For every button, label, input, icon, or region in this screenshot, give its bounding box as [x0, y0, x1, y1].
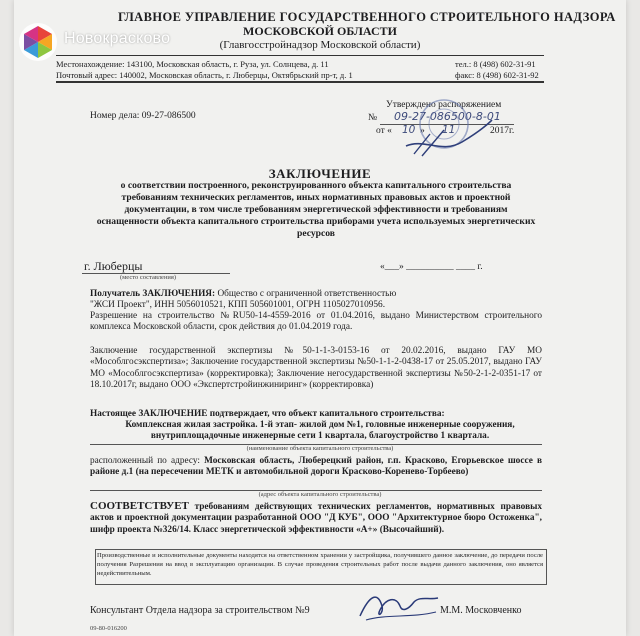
location-address: Местонахождение: 143100, Московская область, г. Руза, ул. Солнцева, д. 11 — [56, 59, 329, 69]
header-rule-double — [56, 81, 544, 83]
address-label: расположенный по адресу: — [90, 456, 200, 466]
novokraskovo-logo-icon — [18, 22, 58, 62]
conformity-text: требованиям действующих технических регламентов, нормативных правовых актов и проектной документации разработанной ООО "Д КУБ", ООО "Архитектурное бюро Остоженка", шифр проекта №326/14. Класс энергетической эффективности «А+» (Высочайший). — [90, 502, 542, 535]
approval-date-prefix: от « — [376, 126, 392, 136]
agency-region: МОСКОВСКОЙ ОБЛАСТИ — [243, 24, 397, 38]
approval-label: Утверждено распоряжением — [386, 100, 502, 110]
confirm-lead: Настоящее ЗАКЛЮЧЕНИЕ подтверждает, что объект капитального строительства: — [90, 409, 445, 419]
approval-number-prefix: № — [368, 113, 378, 123]
signature-icon — [356, 588, 442, 624]
approval-day: 10 — [402, 124, 416, 136]
agency-short-name: (Главгосстройнадзор Московской области) — [219, 39, 421, 51]
address-caption: (адрес объекта капитального строительства) — [258, 491, 382, 498]
case-number: Номер дела: 09-27-086500 — [90, 111, 196, 121]
object-caption: (наименование объекта капитального строительства) — [246, 445, 394, 452]
document-subtitle: о соответствии построенного, реконструированного объекта капитального строительства требованиям технических регламентов, иных нормативных правовых актов и проектной документации, в том числе требованиям энергетической эффективности и требованиям оснащенности объекта капитального строительства приборами учета используемых энергетических ресурсов — [96, 180, 536, 239]
signatory-name: М.М. Московченко — [440, 605, 522, 616]
address-value: Московская область, Люберецкий район, г.п. Красково, Егорьевское шоссе в районе д.1 (на пересечении МЕТК и автомобильной дороги Красково-Коренево-Торбеево) — [90, 456, 542, 478]
recipient-company: Общество с ограниченной ответственностью — [217, 289, 397, 299]
agency-name: ГЛАВНОЕ УПРАВЛЕНИЕ ГОСУДАРСТВЕННОГО СТРОИТЕЛЬНОГО НАДЗОРА — [118, 10, 616, 24]
footnote-text: Производственные и исполнительные документы находятся на ответственном хранении у застройщика, получившего данное заключение, до передачи после получения Разрешения на ввод в эксплуатацию организации. В случае проведения строительных работ после выдачи данного заключения, оно является недействительным. — [97, 552, 543, 577]
signatory-role: Консультант Отдела надзора за строительством №9 — [90, 605, 310, 616]
blue-stamp-icon — [404, 98, 494, 160]
place-caption: (место составления) — [120, 274, 177, 281]
recipient-label: Получатель ЗАКЛЮЧЕНИЯ: — [90, 289, 216, 299]
object-line2: внутриплощадочные инженерные сети 1 квартала, благоустройство 1 квартала. — [150, 431, 490, 441]
document-code: 09-80-016200 — [90, 625, 127, 632]
expertise-conclusions: Заключение государственной экспертизы №50-1-1-3-0153-16 от 20.02.2016, выдано ГАУ МО «Мособлгосэкспертиза»; Заключение государственной экспертизы №50-1-1-2-0438-17 от 25.05.2017, выдано ГАУ МО «Мособлгосэкспертиза» (корректировка); Заключение негосударственной экспертизы №50-2-1-2-0351-17 от 18.10.2017г, выдано ООО «Экспертстройинжиниринг» (корректировка) — [90, 346, 542, 390]
phone-number: тел.: 8 (498) 602-31-91 — [455, 59, 536, 69]
document-title: ЗАКЛЮЧЕНИЕ — [268, 166, 372, 181]
postal-address: Почтовый адрес: 140002, Московская область, г. Люберцы, Октябрьский пр-т, д. 1 — [56, 70, 353, 80]
building-permit: Разрешение на строительство №RU50-14-4559-2016 от 01.04.2016, выдано Министерством строительного комплекса Московской области, срок действия до 01.04.2019 года. — [90, 311, 542, 333]
recipient-line1 — [90, 289, 542, 300]
approval-month: 11 — [442, 124, 456, 136]
object-line1: Комплексная жилая застройка. 1-й этап- жилой дом №1, головные инженерные сооружения, — [125, 420, 515, 430]
place-date: «___» __________ ____ г. — [380, 262, 483, 272]
object-address — [90, 456, 542, 479]
header-rule — [56, 55, 544, 56]
approval-date-sep: » — [420, 126, 425, 136]
brand-watermark: Новокрасково — [64, 30, 171, 47]
approval-year: 2017г. — [490, 126, 515, 136]
fax-number: факс: 8 (498) 602-31-92 — [455, 70, 539, 80]
approval-number: 09-27-086500-8-01 — [394, 110, 501, 123]
conformity-statement — [90, 501, 542, 536]
recipient-requisites: "ЖСИ Проект", ИНН 5056010521, КПП 505601001, ОГРН 1105027010956. — [90, 300, 386, 310]
conformity-word: СООТВЕТСТВУЕТ — [90, 500, 189, 512]
place-city: г. Люберцы — [84, 259, 143, 273]
